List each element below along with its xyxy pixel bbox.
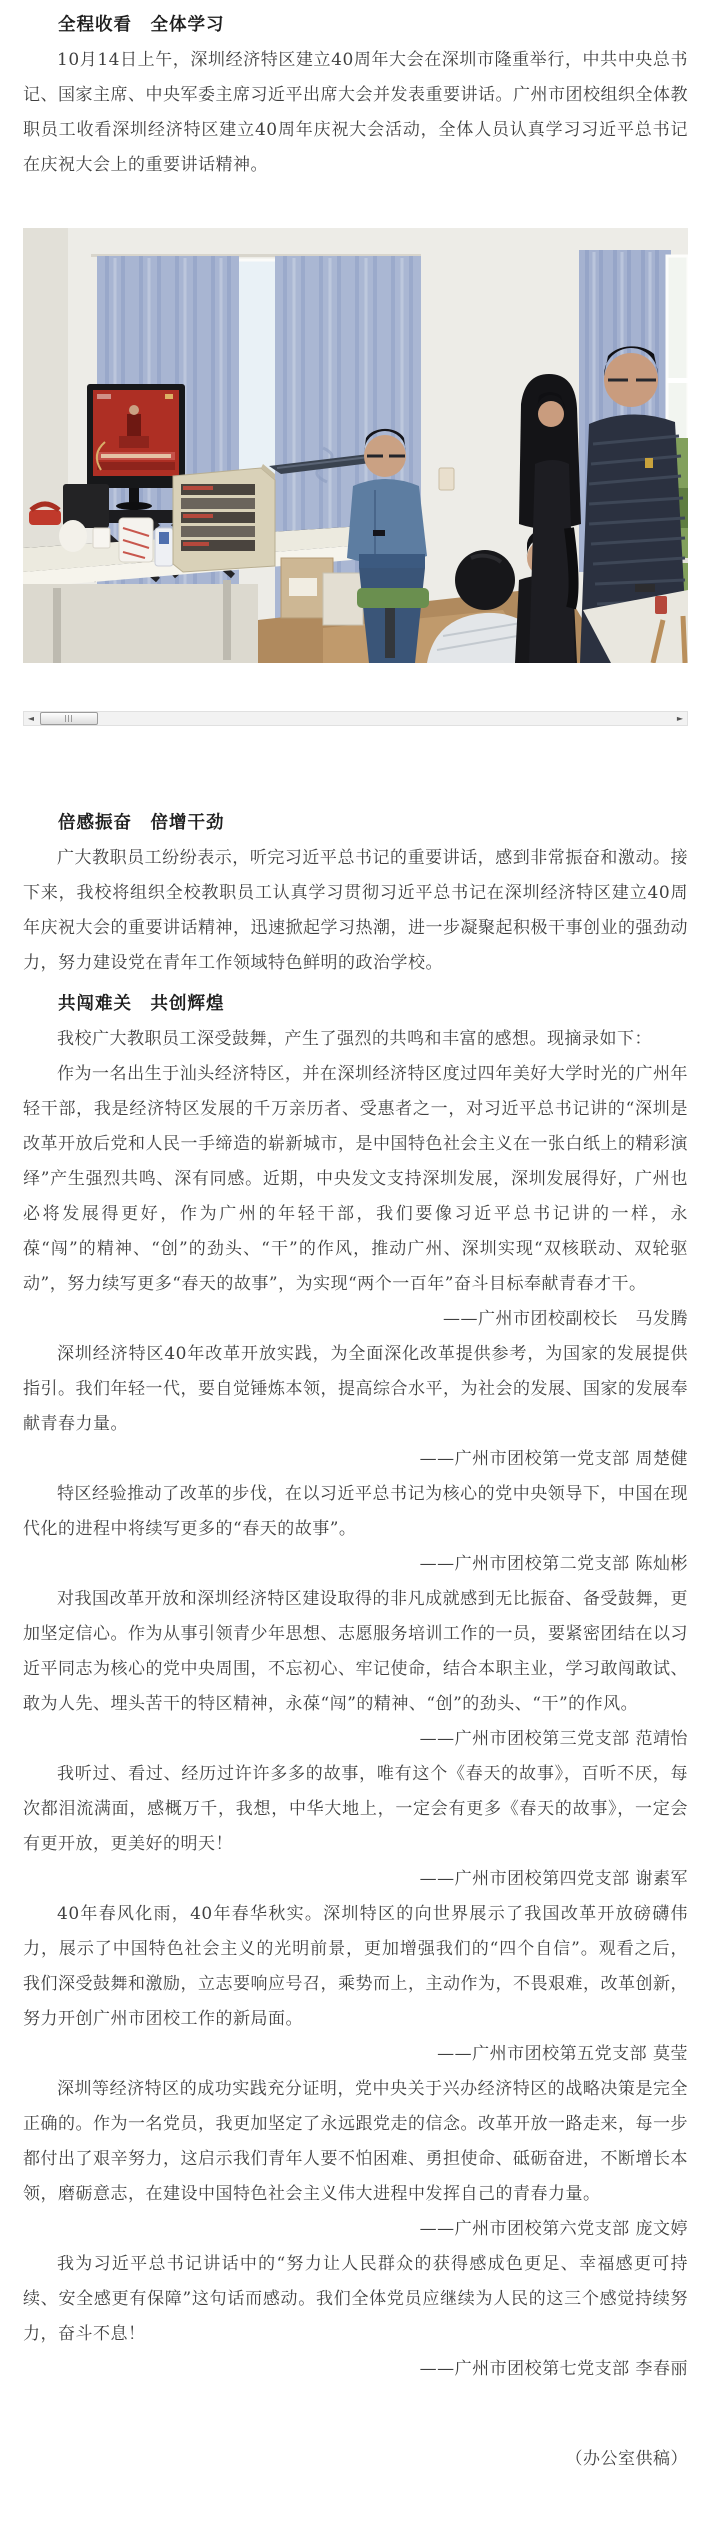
quote-attribution: ——广州市团校第二党支部 陈灿彬: [419, 1554, 688, 1574]
quote-attribution: ——广州市团校第五党支部 莫莹: [437, 2044, 688, 2064]
scroll-right-arrow-icon[interactable]: ►: [676, 714, 684, 723]
quote-text: 对我国改革开放和深圳经济特区建设取得的非凡成就感到无比振奋、备受鼓舞，更加坚定信心。作为从事引领青少年思想、志愿服务培训工作的一员，要紧密团结在以习近平同志为核心的党中央周围，不忘初心、牢记使命，结合本职主业，学习敢闯敢试、敢为人先、埋头苦干的特区精神，永葆“闯”的精神、“创”的劲头、“干”的作风。: [23, 1589, 688, 1714]
contributor-note: （办公室供稿）: [565, 2449, 688, 2469]
scroll-left-arrow-icon[interactable]: ◄: [27, 714, 35, 723]
office-photo-illustration: [23, 228, 688, 663]
quote-block: [23, 1477, 688, 1582]
quote-block: [23, 1582, 688, 1757]
quote-attribution: ——广州市团校第四党支部 谢素军: [419, 1869, 688, 1889]
paragraph-section2: 广大教职员工纷纷表示，听完习近平总书记的重要讲话，感到非常振奋和激动。接下来，我校将组织全校教职员工认真学习贯彻习近平总书记在深圳经济特区建立40周年庆祝大会的重要讲话精神，迅速掀起学习热潮，进一步凝聚起积极干事创业的强劲动力，努力建设党在青年工作领域特色鲜明的政治学校。: [23, 848, 688, 973]
quote-block: [23, 1757, 688, 1897]
scrollbar-grip-icon: [65, 715, 73, 722]
quote-text: 作为一名出生于汕头经济特区，并在深圳经济特区度过四年美好大学时光的广州年轻干部，我是经济特区发展的千万亲历者、受惠者之一，对习近平总书记讲的“深圳是改革开放后党和人民一手缔造的崭新城市，是中国特色社会主义在一张白纸上的精彩演绎”产生强烈共鸣、深有同感。近期，中央发文支持深圳发展，深圳发展得好，广州也必将发展得更好，作为广州的年轻干部，我们要像习近平总书记讲的一样，永葆“闯”的精神、“创”的劲头、“干”的作风，推动广州、深圳实现“双核联动、双轮驱动”，努力续写更多“春天的故事”，为实现“两个一百年”奋斗目标奉献青春才干。: [23, 1064, 688, 1294]
quote-text: 40年春风化雨，40年春华秋实。深圳特区的向世界展示了我国改革开放磅礴伟力，展示了中国特色社会主义的光明前景，更加增强我们的“四个自信”。观看之后，我们深受鼓舞和激励，立志要响应号召，乘势而上，主动作为，不畏艰难，改革创新，努力开创广州市团校工作的新局面。: [23, 1904, 688, 2029]
quote-attribution: ——广州市团校第七党支部 李春丽: [419, 2359, 688, 2379]
paragraph-section3-intro: 我校广大教职员工深受鼓舞，产生了强烈的共鸣和丰富的感想。现摘录如下：: [57, 1029, 652, 1049]
section-heading-overcome: 共闯难关 共创辉煌: [58, 994, 225, 1014]
photo-wall-outlet: [439, 468, 454, 490]
paragraph-lead: 10月14日上午，深圳经济特区建立40周年大会在深圳市隆重举行，中共中央总书记、国家主席、中央军委主席习近平出席大会并发表重要讲话。广州市团校组织全体教职员工收看深圳经济特区建立40周年庆祝大会活动，全体人员认真学习习近平总书记在庆祝大会上的重要讲话精神。: [23, 50, 688, 175]
image-carousel-scrollbar[interactable]: [23, 711, 688, 726]
article-photo-office-viewing: [23, 228, 688, 663]
quote-attribution: ——广州市团校第三党支部 范靖怡: [419, 1729, 688, 1749]
quote-block: [23, 2072, 688, 2247]
quote-text: 深圳等经济特区的成功实践充分证明，党中央关于兴办经济特区的战略决策是完全正确的。作为一名党员，我更加坚定了永远跟党走的信念。改革开放一路走来，每一步都付出了艰辛努力，这启示我们青年人要不怕困难、勇担使命、砥砺奋进，不断增长本领，磨砺意志，在建设中国特色社会主义伟大进程中发挥自己的青春力量。: [23, 2079, 688, 2204]
quote-text: 深圳经济特区40年改革开放实践，为全面深化改革提供参考，为国家的发展提供指引。我们年轻一代，要自觉锤炼本领，提高综合水平，为社会的发展、国家的发展奉献青春力量。: [23, 1344, 688, 1434]
quote-attribution: ——广州市团校第一党支部 周楚健: [419, 1449, 688, 1469]
section-heading-watch-study: 全程收看 全体学习: [58, 15, 225, 35]
quote-block: [23, 1057, 688, 1337]
scrollbar-track[interactable]: [38, 712, 673, 725]
quote-attribution: ——广州市团校副校长 马发腾: [443, 1309, 688, 1329]
quote-text: 特区经验推动了改革的步伐，在以习近平总书记为核心的党中央领导下，中国在现代化的进程中将续写更多的“春天的故事”。: [23, 1484, 688, 1539]
quote-block: [23, 1897, 688, 2072]
quote-attribution: ——广州市团校第六党支部 庞文婷: [419, 2219, 688, 2239]
quote-text: 我听过、看过、经历过许许多多的故事，唯有这个《春天的故事》，百听不厌，每次都泪流满面，感概万千，我想，中华大地上，一定会有更多《春天的故事》，一定会有更开放，更美好的明天！: [23, 1764, 688, 1854]
section-heading-inspired: 倍感振奋 倍增干劲: [58, 813, 225, 833]
quote-block: [23, 2247, 688, 2387]
scrollbar-thumb[interactable]: [40, 712, 98, 725]
quote-block: [23, 1337, 688, 1477]
quote-text: 我为习近平总书记讲话中的“努力让人民群众的获得感成色更足、幸福感更可持续、安全感更有保障”这句话而感动。我们全体党员应继续为人民的这三个感觉持续努力，奋斗不息！: [23, 2254, 688, 2344]
